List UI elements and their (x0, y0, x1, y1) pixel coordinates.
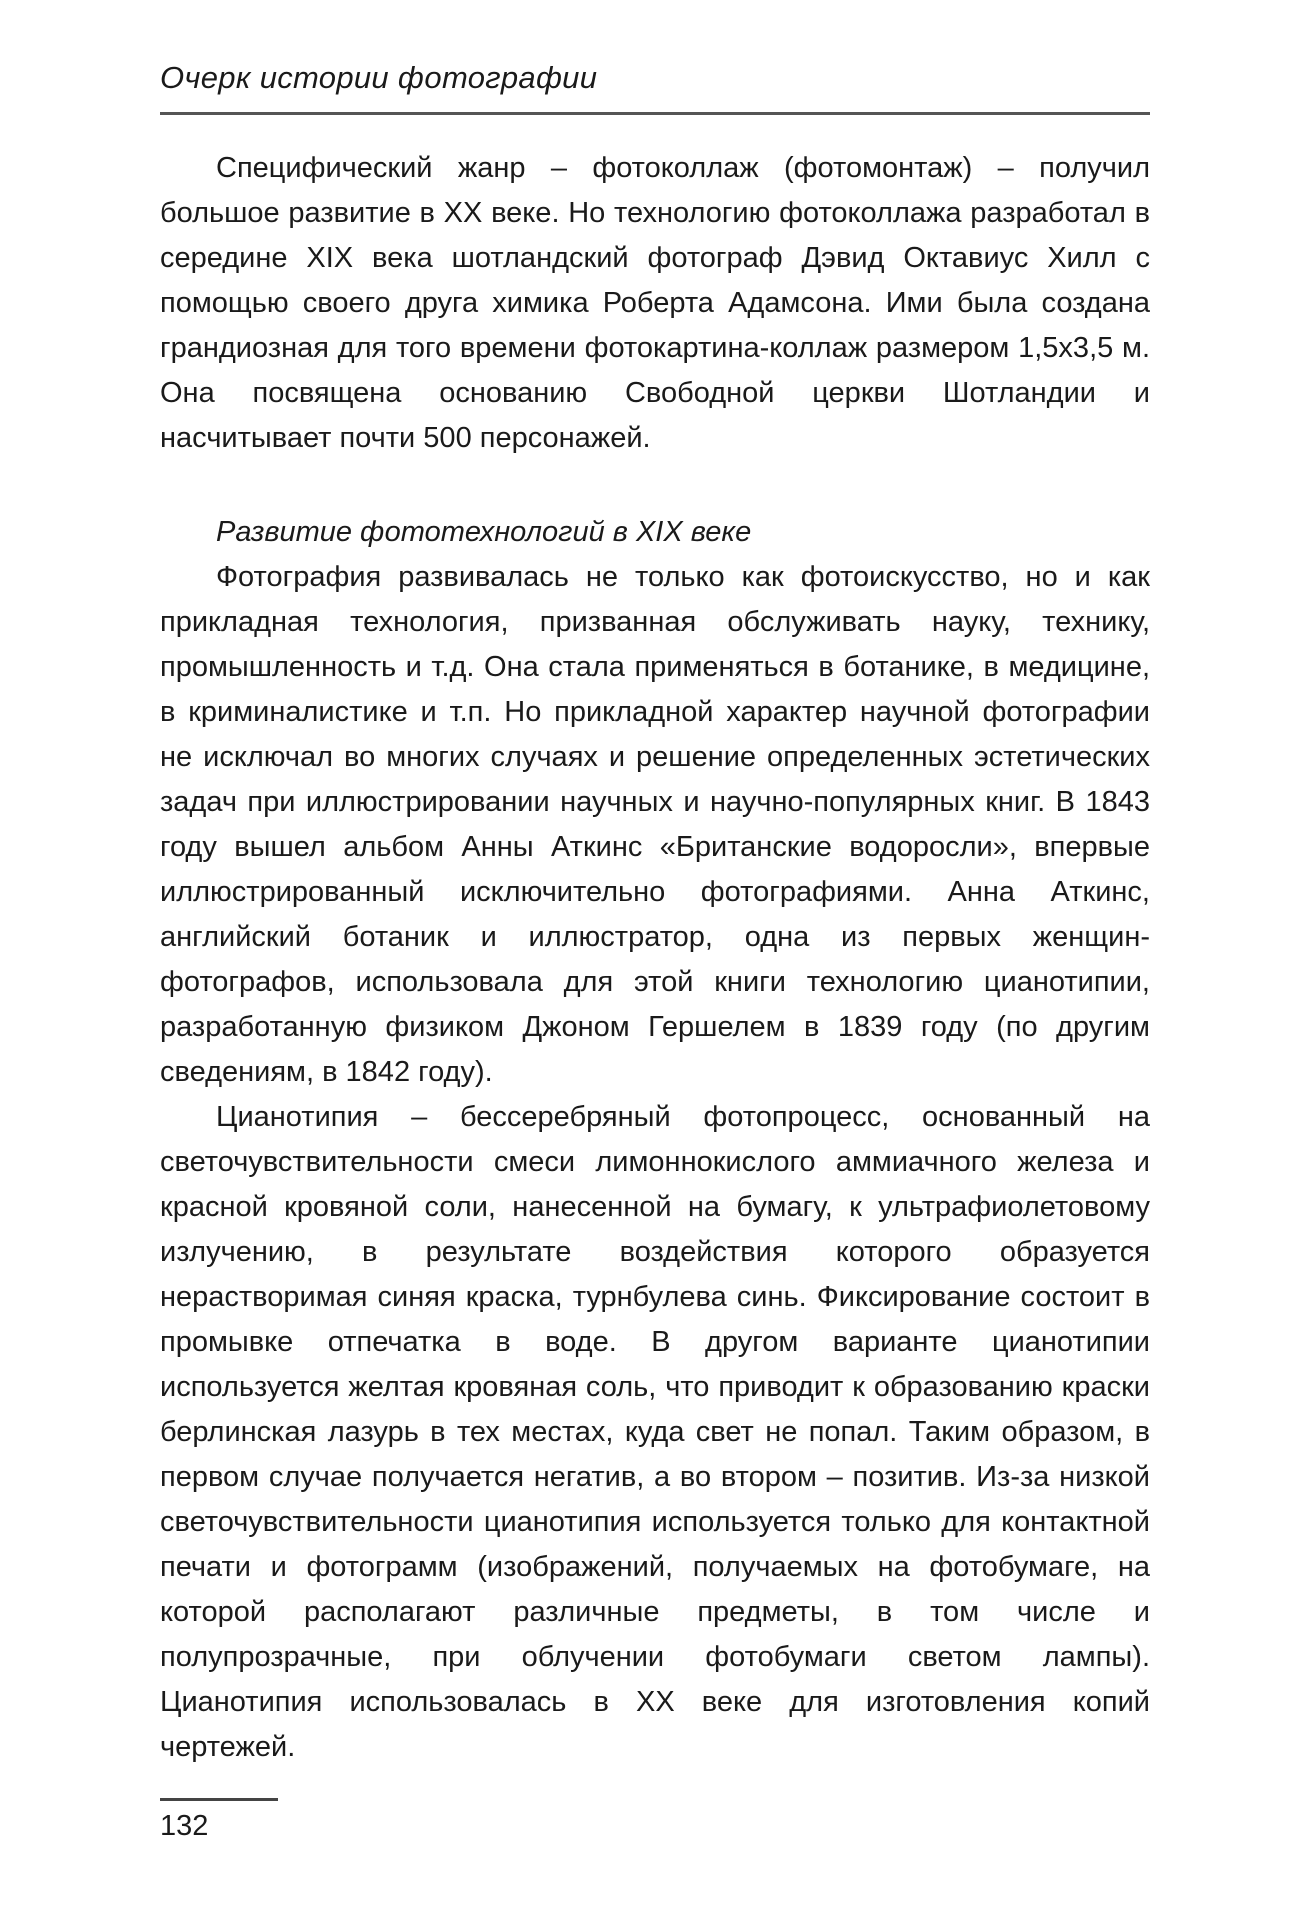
page-body (160, 146, 1150, 1770)
page-number: 132 (160, 1810, 209, 1842)
paragraph-photocollage: Специфический жанр – фотоколлаж (фотомонтаж) – получил большое развитие в XX веке. Но технологию фотоколлажа разработал в середине XIX века шотландский фотограф Дэвид Октавиус Хилл с помощью своего друга химика Роберта Адамсона. Ими была создана грандиозная для того времени фотокартина-коллаж размером 1,5х3,5 м. Она посвящена основанию Свободной церкви Шотландии и насчитывает почти 500 персонажей. (160, 152, 1150, 454)
running-header: Очерк истории фотографии (160, 60, 598, 95)
book-page (160, 0, 1150, 1930)
footer-divider (160, 1798, 278, 1801)
section-subheading: Развитие фототехнологий в XIX веке (216, 516, 752, 548)
header-divider (160, 112, 1150, 115)
paragraph-applied-photography: Фотография развивалась не только как фотоискусство, но и как прикладная технология, призванная обслуживать науку, технику, промышленность и т.д. Она стала применяться в ботанике, в медицине, в криминалистике и т.п. Но прикладной характер научной фотографии не исключал во многих случаях и решение определенных эстетических задач при иллюстрировании научных и научно-популярных книг. В 1843 году вышел альбом Анны Аткинс «Британские водоросли», впервые иллюстрированный исключительно фотографиями. Анна Аткинс, английский ботаник и иллюстратор, одна из первых женщин-фотографов, использовала для этой книги технологию цианотипии, разработанную физиком Джоном Гершелем в 1839 году (по другим сведениям, в 1842 году). (160, 561, 1150, 1088)
paragraph-cyanotype: Цианотипия – бессеребряный фотопроцесс, основанный на светочувствительности смеси лимоннокислого аммиачного железа и красной кровяной соли, нанесенной на бумагу, к ультрафиолетовому излучению, в результате воздействия которого образуется нерастворимая синяя краска, турнбулева синь. Фиксирование состоит в промывке отпечатка в воде. В другом варианте цианотипии используется желтая кровяная соль, что приводит к образованию краски берлинская лазурь в тех местах, куда свет не попал. Таким образом, в первом случае получается негатив, а во втором – позитив. Из-за низкой светочувствительности цианотипия используется только для контактной печати и фотограмм (изображений, получаемых на фотобумаге, на которой располагают различные предметы, в том числе и полупрозрачные, при облучении фотобумаги светом лампы). Цианотипия использовалась в XX веке для изготовления копий чертежей. (160, 1101, 1150, 1763)
